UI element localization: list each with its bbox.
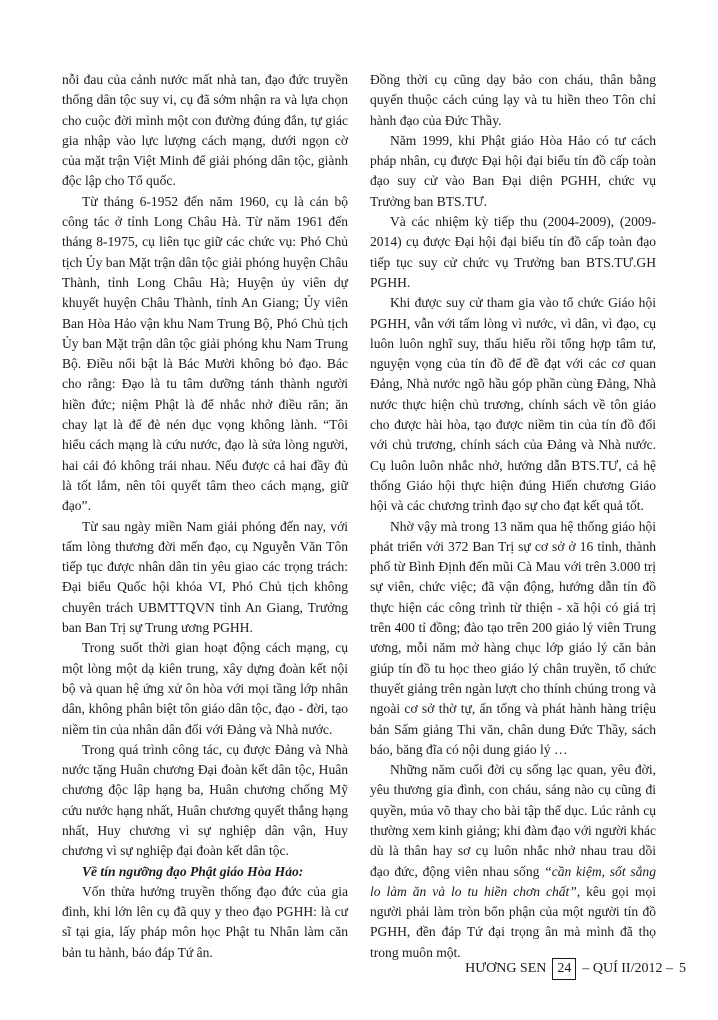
paragraph: Và các nhiệm kỳ tiếp thu (2004-2009), (2009-2014) cụ được Đại hội đại biểu tín đồ cấp toàn đạo tiếp tục suy cử chức vụ Trưởng ban BTS.TƯ.GH PGHH. xyxy=(370,214,656,290)
paragraph: nỗi đau của cảnh nước mất nhà tan, đạo đức truyền thống dân tộc suy vi, cụ đã sớm nhận ra và lựa chọn cho cuộc đời mình một con đường đúng đắn, tự giác gia nhập vào lực lượng cách mạng, dưới ngọn cờ của mặt trận Việt Minh để giải phóng dân tộc, giành độc lập cho Tổ quốc. xyxy=(62,72,348,189)
text-span: Những năm cuối đời cụ sống lạc quan, yêu đời, yêu thương gia đình, con cháu, sáng nào cụ cũng đi quyền, múa võ thay cho bài tập thể dục. Lúc rảnh cụ thường xem kinh giảng; khi đàm đạo với người khác dù là thân hay sơ cụ luôn nhắc nhở nhau trau dồi đạo đức, động viên nhau sống xyxy=(370,762,656,879)
paragraph-with-quote xyxy=(370,760,656,963)
text-span: , kêu gọi mọi người phải làm tròn bổn phận của một người tín đồ PGHH, đền đáp Tứ đại trọng ân mà mình đã thọ trong muôn một. xyxy=(370,883,656,960)
paragraph: Đồng thời cụ cũng dạy bảo con cháu, thân bằng quyến thuộc cách cúng lạy và tu hiền theo Tôn chỉ hành đạo của Đức Thầy. xyxy=(370,72,656,128)
paragraph: Từ tháng 6-1952 đến năm 1960, cụ là cán bộ công tác ở tỉnh Long Châu Hà. Từ năm 1961 đến tháng 8-1975, cụ liên tục giữ các chức vụ: Phó Chủ tịch Ủy ban Mặt trận dân tộc giải phóng huyện Châu Thành, tỉnh Long Châu Hà; Huyện ủy viên dự khuyết huyện Châu Thành, tỉnh An Giang; Ủy viên Ban Hòa Hảo vận khu Nam Trung Bộ, Phó Chủ tịch Ủy ban Mặt trận dân tộc giải phóng khu Nam Trung Bộ. Điều nổi bật là Bác Mười không bỏ đạo. Bác cho rằng: Đạo là tu tâm dưỡng tánh thành người hiền đức; niệm Phật là để nhắc nhở điều răn; ăn chay lạt là để đè nén dục vọng không lành. “Tôi hiểu cách mạng là cứu nước, đạo là sửa lòng người, hai cái đó không trái nhau. Nếu được cả hai đầy đủ là tốt lắm, nên tôi quyết tâm theo cách mạng, giữ đạo”. xyxy=(62,193,348,514)
left-column xyxy=(62,70,348,963)
paragraph: Trong suốt thời gian hoạt động cách mạng, cụ một lòng một dạ kiên trung, xây dựng đoàn kết nội bộ và quan hệ ứng xử ôn hòa với mọi tầng lớp nhân dân, không phân biệt tôn giáo dân tộc, đạo - đời, tạo niềm tin của nhân dân đối với Đảng và Nhà nước. xyxy=(62,640,348,737)
issue-quarter: – QUÍ II/2012 – xyxy=(582,961,673,976)
paragraph: Trong quá trình công tác, cụ được Đảng và Nhà nước tặng Huân chương Đại đoàn kết dân tộc, Huân chương độc lập hạng ba, Huân chương chống Mỹ cứu nước hạng nhất, Huân chương quyết thắng hạng nhất, Huy chương vì sự nghiệp dân vận, Huy chương vì sự nghiệp đại đoàn kết dân tộc. xyxy=(62,741,348,859)
paragraph: Nhờ vậy mà trong 13 năm qua hệ thống giáo hội phát triển với 372 Ban Trị sự cơ sở ở 16 tỉnh, thành phố từ Bình Định đến mũi Cà Mau với trên 3.000 trị sự viên, chức việc; đã vận động, hướng dẫn tín đồ thực hiện các công trình từ thiện - xã hội có giá trị trên 400 tỉ đồng; đào tạo trên 200 giáo lý viên Trung ương, mỗi năm mở hàng chục lớp giáo lý căn bản giúp tín đồ tu học theo giáo lý chân truyền, tổ chức thuyết giảng trên ngàn lượt cho thính chúng trong và ngoài cơ sở thờ tự, ấn tống và phát hành hàng triệu bản Sấm giảng Thi văn, chân dung Đức Thầy, sách báo, băng đĩa có nội dung giáo lý … xyxy=(370,518,656,757)
paragraph: Khi được suy cử tham gia vào tổ chức Giáo hội PGHH, vẫn với tấm lòng vì nước, vì dân, vì đạo, cụ luôn luôn nghĩ suy, thấu hiểu rồi tổng hợp tâm tư, nguyện vọng của tín đồ để đề đạt với các cơ quan Đảng, Nhà nước ngõ hầu góp phần cùng Đảng, Nhà nước thực hiện chủ trương, chính sách về tôn giáo cho được hài hòa, tạo được niềm tin của tín đồ đối với chủ trương, chính sách của Đảng và Nhà nước. Cụ luôn luôn nhắc nhở, hướng dẫn BTS.TƯ, cả hệ thống Giáo hội thực hiện đúng Hiến chương Giáo hội và các chương trình đạo sự cho đạt kết quả tốt. xyxy=(370,295,656,514)
paragraph: Từ sau ngày miền Nam giải phóng đến nay, với tấm lòng thương đời mến đạo, cụ Nguyễn Văn Tôn tiếp tục được nhân dân tin yêu giao các trọng trách: Đại biểu Quốc hội khóa VI, Phó Chủ tịch không chuyên trách UBMTTQVN tỉnh An Giang, Trưởng ban Ban Trị sự Trung ương PGHH. xyxy=(62,518,348,636)
paragraph: Năm 1999, khi Phật giáo Hòa Hảo có tư cách pháp nhân, cụ được Đại hội đại biểu tín đồ cấp toàn đạo suy cử vào Ban Đại diện PGHH, chức vụ Trưởng ban BTS.TƯ. xyxy=(370,132,656,209)
page-number: 5 xyxy=(679,961,686,976)
right-column xyxy=(370,70,656,963)
section-heading: Về tín ngưỡng đạo Phật giáo Hòa Hảo: xyxy=(82,863,304,879)
publication-name: HƯƠNG SEN xyxy=(465,961,547,976)
page-footer xyxy=(465,957,686,981)
paragraph: Vốn thừa hưởng truyền thống đạo đức của gia đình, khi lớn lên cụ đã quy y theo đạo PGHH: là cư sĩ tại gia, lấy pháp môn học Phật tu Nhân làm căn bản tu hành, báo đáp Tứ ân. xyxy=(62,883,348,960)
issue-number: 24 xyxy=(552,958,576,980)
quote-text: “cần kiệm, sốt sắng lo làm ăn và lo tu hiền chơn chất” xyxy=(370,863,656,899)
